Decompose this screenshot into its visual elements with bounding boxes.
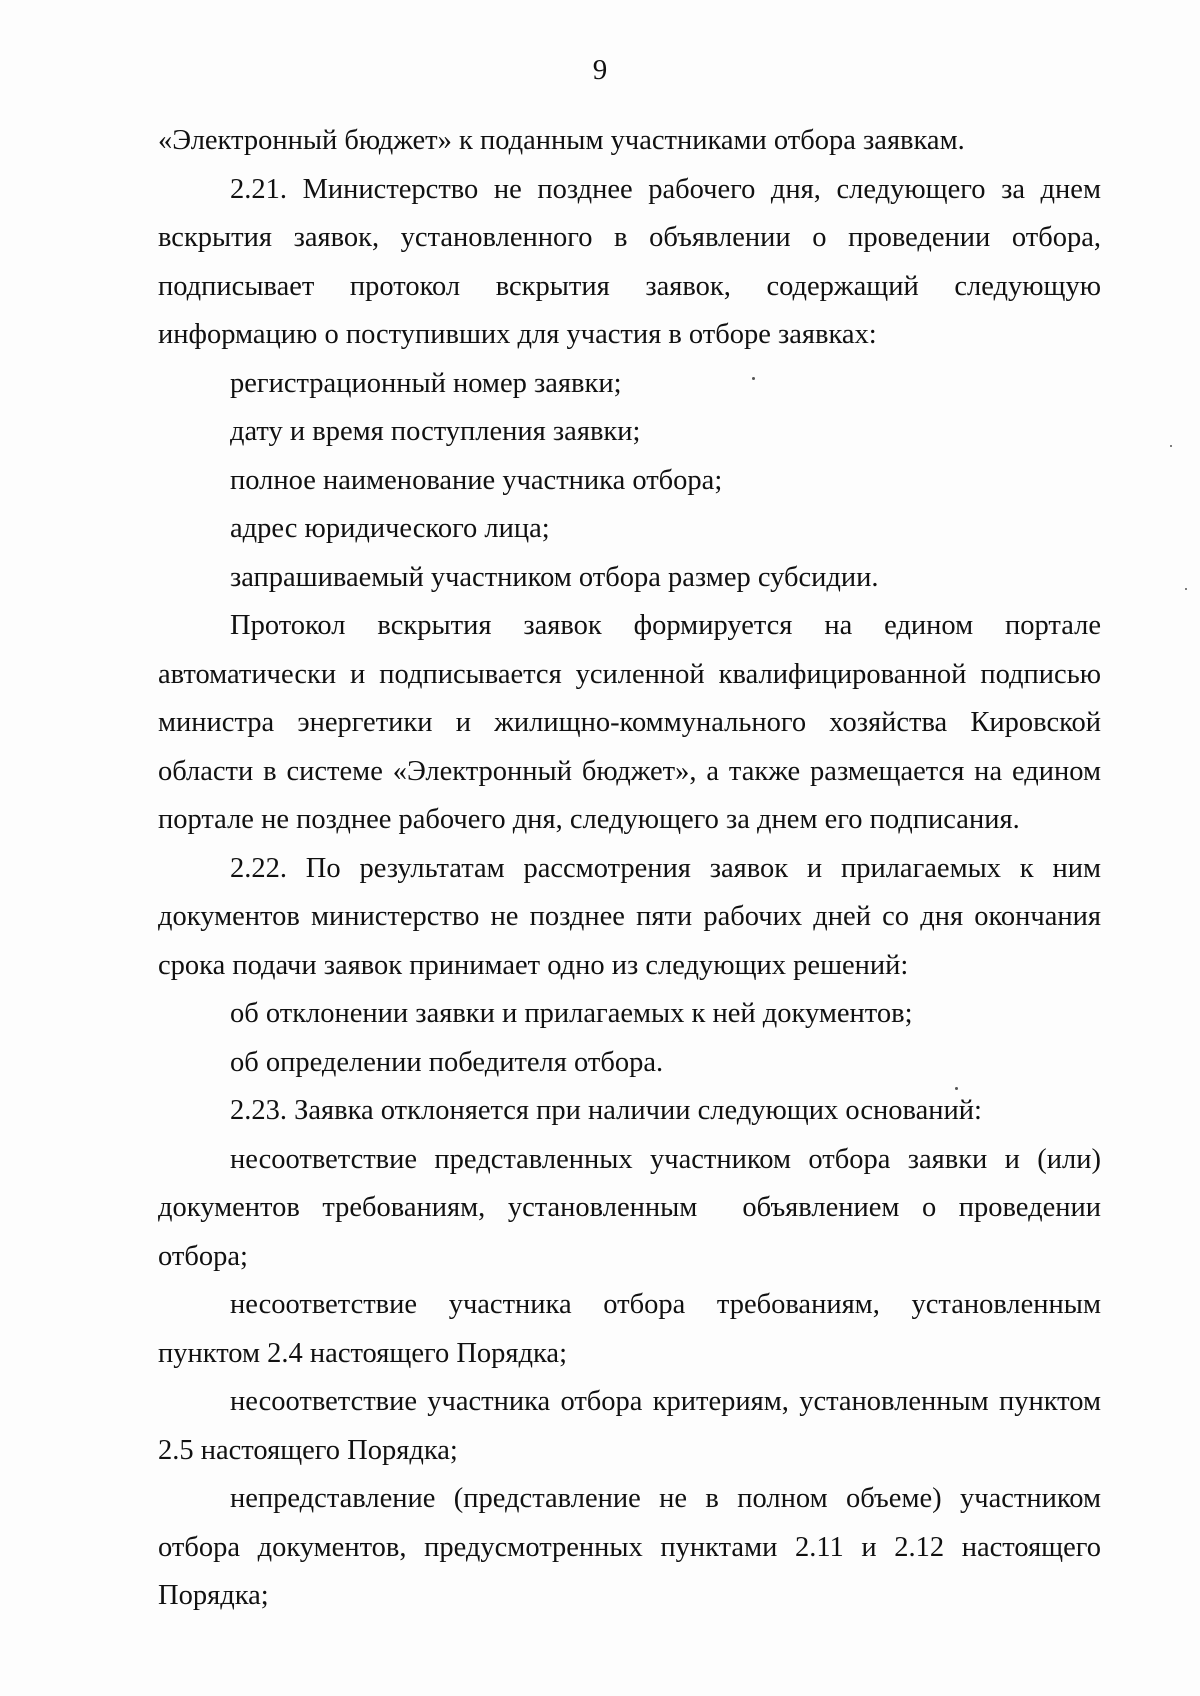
scan-speck: [1185, 588, 1187, 590]
list-item-registration-number: регистрационный номер заявки;: [230, 367, 622, 399]
list-item-date-time: дату и время поступления заявки;: [230, 416, 641, 447]
scan-speck: [1170, 445, 1172, 447]
page-number: 9: [592, 54, 608, 86]
paragraph-2-22: 2.22. По результатам рассмотрения заявок и прилагаемых к ним документов министерство не позднее пяти рабочих дней со дня окончания срока подачи заявок принимает одно из следующих решений:: [158, 852, 1101, 981]
document-body: [158, 117, 1109, 1621]
paragraph-2-21: 2.21. Министерство не позднее рабочего дня, следующего за днем вскрытия заявок, установленного в объявлении о проведении отбора, подписывает протокол вскрытия заявок, содержащий следующую информацию о поступивших для участия в отборе заявках:: [158, 173, 1101, 350]
reason-participant-requirements: несоответствие участника отбора требованиям, установленным пунктом 2.4 настоящего Порядка;: [158, 1289, 1101, 1369]
reason-participant-criteria: несоответствие участника отбора критериям, установленным пунктом 2.5 настоящего Порядка;: [158, 1386, 1101, 1466]
scan-speck: [752, 377, 755, 380]
list-item-full-name: полное наименование участника отбора;: [230, 464, 723, 496]
list-item-winner: об определении победителя отбора.: [230, 1046, 664, 1078]
reason-documents-mismatch: несоответствие представленных участником отбора заявки и (или) документов требованиям, установленным объявлением о проведении отбора;: [158, 1143, 1109, 1272]
list-item-rejection: об отклонении заявки и прилагаемых к ней документов;: [230, 998, 913, 1029]
paragraph-2-23: 2.23. Заявка отклоняется при наличии следующих оснований:: [230, 1095, 982, 1126]
list-item-legal-address: адрес юридического лица;: [230, 513, 550, 544]
paragraph-protocol: Протокол вскрытия заявок формируется на едином портале автоматически и подписывается усиленной квалифицированной подписью министра энергетики и жилищно-коммунального хозяйства Кировской области в системе «Электронный бюджет», а также размещается на едином портале не позднее рабочего дня, следующего за днем его подписания.: [158, 610, 1101, 835]
paragraph-continuation: «Электронный бюджет» к поданным участниками отбора заявкам.: [158, 125, 965, 156]
list-item-subsidy-amount: запрашиваемый участником отбора размер субсидии.: [230, 561, 879, 593]
reason-missing-documents: непредставление (представление не в полном объеме) участником отбора документов, предусмотренных пунктами 2.11 и 2.12 настоящего Порядка;: [158, 1483, 1101, 1611]
scan-speck: [955, 1087, 958, 1090]
